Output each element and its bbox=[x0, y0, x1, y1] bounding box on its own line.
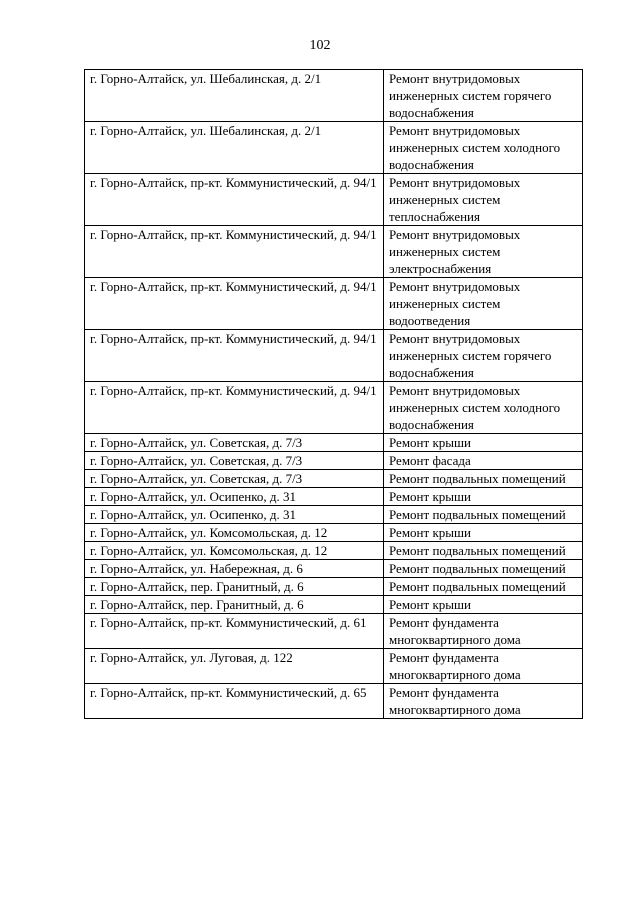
address-cell: г. Горно-Алтайск, ул. Луговая, д. 122 bbox=[85, 649, 384, 684]
address-cell: г. Горно-Алтайск, ул. Шебалинская, д. 2/1 bbox=[85, 122, 384, 174]
table-row bbox=[85, 122, 583, 174]
work-cell: Ремонт внутридомовых инженерных систем горячего водоснабжения bbox=[384, 330, 583, 382]
address-cell: г. Горно-Алтайск, пр-кт. Коммунистический, д. 94/1 bbox=[85, 382, 384, 434]
work-cell: Ремонт крыши bbox=[384, 434, 583, 452]
table-body bbox=[85, 70, 583, 719]
address-cell: г. Горно-Алтайск, ул. Советская, д. 7/3 bbox=[85, 452, 384, 470]
table-row bbox=[85, 278, 583, 330]
table-row bbox=[85, 452, 583, 470]
work-cell: Ремонт фасада bbox=[384, 452, 583, 470]
work-cell: Ремонт крыши bbox=[384, 488, 583, 506]
table-row bbox=[85, 614, 583, 649]
table-row bbox=[85, 560, 583, 578]
address-cell: г. Горно-Алтайск, ул. Советская, д. 7/3 bbox=[85, 470, 384, 488]
work-cell: Ремонт внутридомовых инженерных систем холодного водоснабжения bbox=[384, 122, 583, 174]
work-cell: Ремонт внутридомовых инженерных систем теплоснабжения bbox=[384, 174, 583, 226]
table-row bbox=[85, 649, 583, 684]
table-row bbox=[85, 226, 583, 278]
table-row bbox=[85, 524, 583, 542]
address-cell: г. Горно-Алтайск, ул. Шебалинская, д. 2/1 bbox=[85, 70, 384, 122]
address-cell: г. Горно-Алтайск, пр-кт. Коммунистический, д. 65 bbox=[85, 684, 384, 719]
work-cell: Ремонт внутридомовых инженерных систем водоотведения bbox=[384, 278, 583, 330]
work-cell: Ремонт внутридомовых инженерных систем холодного водоснабжения bbox=[384, 382, 583, 434]
table-row bbox=[85, 330, 583, 382]
address-cell: г. Горно-Алтайск, пр-кт. Коммунистический, д. 61 bbox=[85, 614, 384, 649]
work-cell: Ремонт подвальных помещений bbox=[384, 560, 583, 578]
address-cell: г. Горно-Алтайск, пр-кт. Коммунистический, д. 94/1 bbox=[85, 330, 384, 382]
address-cell: г. Горно-Алтайск, пр-кт. Коммунистический, д. 94/1 bbox=[85, 226, 384, 278]
address-cell: г. Горно-Алтайск, пер. Гранитный, д. 6 bbox=[85, 596, 384, 614]
work-cell: Ремонт крыши bbox=[384, 524, 583, 542]
address-cell: г. Горно-Алтайск, ул. Комсомольская, д. 12 bbox=[85, 542, 384, 560]
table-row bbox=[85, 542, 583, 560]
table-row bbox=[85, 578, 583, 596]
address-cell: г. Горно-Алтайск, пр-кт. Коммунистический, д. 94/1 bbox=[85, 278, 384, 330]
table-row bbox=[85, 488, 583, 506]
table-row bbox=[85, 506, 583, 524]
work-cell: Ремонт подвальных помещений bbox=[384, 542, 583, 560]
work-cell: Ремонт подвальных помещений bbox=[384, 578, 583, 596]
work-cell: Ремонт внутридомовых инженерных систем электроснабжения bbox=[384, 226, 583, 278]
work-cell: Ремонт фундамента многоквартирного дома bbox=[384, 614, 583, 649]
table-row bbox=[85, 684, 583, 719]
address-cell: г. Горно-Алтайск, ул. Советская, д. 7/3 bbox=[85, 434, 384, 452]
address-cell: г. Горно-Алтайск, пер. Гранитный, д. 6 bbox=[85, 578, 384, 596]
page-number: 102 bbox=[309, 38, 331, 53]
work-cell: Ремонт крыши bbox=[384, 596, 583, 614]
table-row bbox=[85, 70, 583, 122]
work-cell: Ремонт внутридомовых инженерных систем горячего водоснабжения bbox=[384, 70, 583, 122]
table-row bbox=[85, 434, 583, 452]
table-row bbox=[85, 470, 583, 488]
address-cell: г. Горно-Алтайск, пр-кт. Коммунистический, д. 94/1 bbox=[85, 174, 384, 226]
address-cell: г. Горно-Алтайск, ул. Комсомольская, д. 12 bbox=[85, 524, 384, 542]
table-row bbox=[85, 596, 583, 614]
address-cell: г. Горно-Алтайск, ул. Осипенко, д. 31 bbox=[85, 488, 384, 506]
repair-works-table bbox=[84, 69, 583, 719]
work-cell: Ремонт фундамента многоквартирного дома bbox=[384, 649, 583, 684]
work-cell: Ремонт подвальных помещений bbox=[384, 506, 583, 524]
address-cell: г. Горно-Алтайск, ул. Набережная, д. 6 bbox=[85, 560, 384, 578]
work-cell: Ремонт фундамента многоквартирного дома bbox=[384, 684, 583, 719]
table-row bbox=[85, 174, 583, 226]
address-cell: г. Горно-Алтайск, ул. Осипенко, д. 31 bbox=[85, 506, 384, 524]
work-cell: Ремонт подвальных помещений bbox=[384, 470, 583, 488]
table-row bbox=[85, 382, 583, 434]
